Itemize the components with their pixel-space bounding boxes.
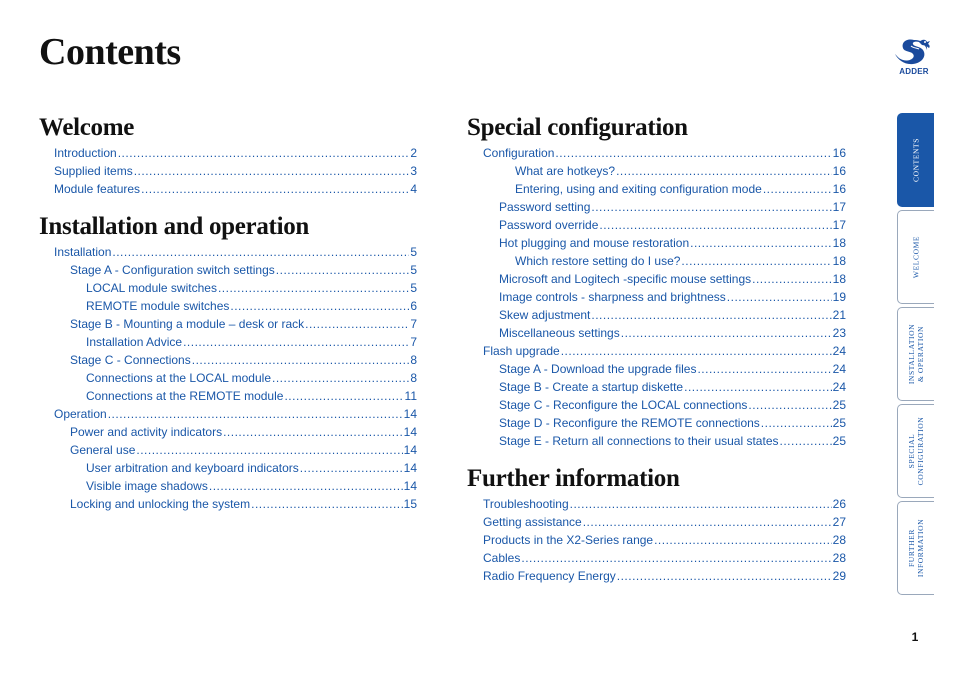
toc-entry[interactable] <box>39 162 417 180</box>
toc-leader-dots <box>230 297 409 315</box>
toc-entry-label: Connections at the LOCAL module <box>86 371 271 385</box>
toc-entry[interactable] <box>467 396 846 414</box>
toc-list-further-information <box>467 495 846 585</box>
toc-leader-dots <box>192 351 410 369</box>
toc-entry-label: Stage A - Download the upgrade files <box>499 362 697 376</box>
toc-entry-label: Stage B - Mounting a module – desk or rack <box>70 317 305 331</box>
toc-leader-dots <box>276 261 410 279</box>
toc-entry-page: 28 <box>832 533 846 547</box>
toc-entry-label: User arbitration and keyboard indicators <box>86 461 299 475</box>
toc-entry-page: 24 <box>832 380 846 394</box>
section-heading-installation-operation: Installation and operation <box>39 213 310 240</box>
toc-entry[interactable] <box>39 351 417 369</box>
toc-list-special-configuration <box>467 144 846 450</box>
adder-snake-icon <box>889 36 939 68</box>
section-heading-special-configuration: Special configuration <box>467 114 688 141</box>
toc-entry-page: 24 <box>832 344 846 358</box>
tab-label: CONTENTS <box>911 138 921 182</box>
toc-leader-dots <box>599 216 831 234</box>
toc-leader-dots <box>555 144 831 162</box>
toc-entry-page: 5 <box>410 245 417 259</box>
toc-entry[interactable] <box>467 549 846 567</box>
toc-entry[interactable] <box>467 513 846 531</box>
toc-entry-page: 28 <box>832 551 846 565</box>
toc-entry-label: Stage D - Reconfigure the REMOTE connections <box>499 416 760 430</box>
toc-leader-dots <box>141 180 409 198</box>
toc-entry[interactable] <box>467 378 846 396</box>
toc-entry[interactable] <box>467 162 846 180</box>
toc-entry-page: 14 <box>403 461 417 475</box>
toc-entry-page: 21 <box>832 308 846 322</box>
toc-entry-label: Configuration <box>483 146 555 160</box>
toc-entry-page: 18 <box>832 254 846 268</box>
toc-entry-page: 25 <box>832 434 846 448</box>
toc-entry-page: 19 <box>832 290 846 304</box>
toc-leader-dots <box>521 549 831 567</box>
toc-entry-page: 23 <box>832 326 846 340</box>
toc-entry[interactable] <box>467 360 846 378</box>
toc-right-column <box>467 111 846 597</box>
toc-entry-page: 4 <box>410 182 417 196</box>
adder-logo <box>889 36 939 80</box>
toc-leader-dots <box>763 180 832 198</box>
toc-entry[interactable] <box>39 315 417 333</box>
toc-entry[interactable] <box>39 441 417 459</box>
toc-entry[interactable] <box>467 531 846 549</box>
toc-entry-label: Flash upgrade <box>483 344 560 358</box>
toc-entry-label: Stage C - Connections <box>70 353 191 367</box>
toc-leader-dots <box>752 270 832 288</box>
toc-entry-label: Entering, using and exiting configuration mode <box>515 182 762 196</box>
toc-leader-dots <box>621 324 832 342</box>
toc-entry-label: Getting assistance <box>483 515 582 529</box>
toc-entry-page: 8 <box>410 353 417 367</box>
toc-entry-page: 6 <box>410 299 417 313</box>
toc-entry-page: 7 <box>410 335 417 349</box>
logo-text: ADDER <box>899 67 929 76</box>
toc-entry-label: Stage B - Create a startup diskette <box>499 380 684 394</box>
toc-entry[interactable] <box>39 180 417 198</box>
toc-entry[interactable] <box>39 495 417 513</box>
tab-label: FURTHER INFORMATION <box>907 518 925 578</box>
toc-entry[interactable] <box>39 297 417 315</box>
toc-entry[interactable] <box>39 477 417 495</box>
toc-entry-page: 18 <box>832 236 846 250</box>
toc-leader-dots <box>591 198 831 216</box>
toc-leader-dots <box>223 423 403 441</box>
toc-entry-page: 2 <box>410 146 417 160</box>
toc-leader-dots <box>209 477 403 495</box>
toc-leader-dots <box>617 567 832 585</box>
tab-further-information[interactable] <box>897 501 934 595</box>
toc-entry-page: 25 <box>832 398 846 412</box>
section-heading-further-information: Further information <box>467 465 680 492</box>
toc-entry-label: Password setting <box>499 200 591 214</box>
toc-entry-label: Stage E - Return all connections to their usual states <box>499 434 779 448</box>
toc-leader-dots <box>727 288 832 306</box>
toc-entry[interactable] <box>467 270 846 288</box>
toc-entry[interactable] <box>467 495 846 513</box>
toc-entry-page: 3 <box>410 164 417 178</box>
toc-entry[interactable] <box>39 459 417 477</box>
toc-entry[interactable] <box>467 432 846 450</box>
toc-entry[interactable] <box>39 261 417 279</box>
toc-entry[interactable] <box>467 342 846 360</box>
toc-entry-page: 16 <box>832 146 846 160</box>
toc-leader-dots <box>561 342 832 360</box>
toc-leader-dots <box>654 531 832 549</box>
toc-entry-label: Power and activity indicators <box>70 425 223 439</box>
toc-entry-label: Visible image shadows <box>86 479 208 493</box>
toc-entry-page: 25 <box>832 416 846 430</box>
toc-entry[interactable] <box>467 567 846 585</box>
toc-entry-label: Locking and unlocking the system <box>70 497 251 511</box>
tab-label: WELCOME <box>911 235 921 279</box>
toc-entry-label: REMOTE module switches <box>86 299 230 313</box>
toc-leader-dots <box>684 378 832 396</box>
toc-entry-page: 27 <box>832 515 846 529</box>
toc-leader-dots <box>780 432 832 450</box>
toc-leader-dots <box>616 162 832 180</box>
toc-entry-label: Introduction <box>54 146 117 160</box>
tab-contents[interactable] <box>897 113 934 207</box>
toc-entry-label: Connections at the REMOTE module <box>86 389 284 403</box>
toc-leader-dots <box>681 252 831 270</box>
toc-entry-label: General use <box>70 443 136 457</box>
toc-leader-dots <box>183 333 409 351</box>
toc-leader-dots <box>583 513 832 531</box>
toc-leader-dots <box>300 459 403 477</box>
toc-entry-page: 5 <box>410 281 417 295</box>
toc-entry-label: Troubleshooting <box>483 497 569 511</box>
toc-entry-page: 17 <box>832 200 846 214</box>
toc-leader-dots <box>284 387 403 405</box>
toc-entry-page: 5 <box>410 263 417 277</box>
toc-entry-page: 14 <box>403 407 417 421</box>
toc-entry-page: 11 <box>404 389 417 403</box>
toc-leader-dots <box>251 495 403 513</box>
tab-special-configuration[interactable] <box>897 404 934 498</box>
section-tabs <box>897 113 935 598</box>
toc-entry[interactable] <box>467 324 846 342</box>
toc-leader-dots <box>570 495 832 513</box>
toc-entry-page: 17 <box>832 218 846 232</box>
toc-entry[interactable] <box>39 369 417 387</box>
toc-entry[interactable] <box>39 144 417 162</box>
toc-entry-label: Cables <box>483 551 521 565</box>
toc-leader-dots <box>697 360 831 378</box>
toc-entry-label: Microsoft and Logitech -specific mouse settings <box>499 272 752 286</box>
toc-entry-page: 16 <box>832 164 846 178</box>
toc-entry[interactable] <box>467 144 846 162</box>
toc-entry[interactable] <box>467 216 846 234</box>
toc-entry-label: Installation Advice <box>86 335 183 349</box>
toc-leader-dots <box>748 396 831 414</box>
toc-entry-page: 14 <box>403 479 417 493</box>
toc-entry[interactable] <box>39 333 417 351</box>
page-title: Contents <box>39 31 181 73</box>
toc-entry-page: 14 <box>403 443 417 457</box>
toc-left-column <box>39 111 417 525</box>
toc-list-welcome <box>39 144 417 198</box>
toc-entry-label: Stage A - Configuration switch settings <box>70 263 275 277</box>
toc-entry-label: Radio Frequency Energy <box>483 569 616 583</box>
toc-entry[interactable] <box>467 288 846 306</box>
tab-welcome[interactable] <box>897 210 934 304</box>
tab-label: SPECIAL CONFIGURATION <box>907 416 925 486</box>
toc-entry[interactable] <box>39 243 417 261</box>
toc-entry-page: 14 <box>403 425 417 439</box>
toc-leader-dots <box>305 315 409 333</box>
toc-entry[interactable] <box>39 423 417 441</box>
toc-leader-dots <box>272 369 409 387</box>
toc-entry-page: 8 <box>410 371 417 385</box>
toc-leader-dots <box>118 144 410 162</box>
toc-entry-label: What are hotkeys? <box>515 164 616 178</box>
toc-entry[interactable] <box>39 279 417 297</box>
toc-entry[interactable] <box>39 387 417 405</box>
toc-leader-dots <box>218 279 409 297</box>
toc-entry-label: Password override <box>499 218 599 232</box>
toc-entry[interactable] <box>467 198 846 216</box>
toc-entry-page: 18 <box>832 272 846 286</box>
toc-entry[interactable] <box>467 180 846 198</box>
toc-leader-dots <box>761 414 832 432</box>
toc-entry[interactable] <box>467 414 846 432</box>
toc-entry-label: Supplied items <box>54 164 133 178</box>
toc-entry-page: 24 <box>832 362 846 376</box>
toc-leader-dots <box>108 405 403 423</box>
toc-entry[interactable] <box>467 252 846 270</box>
toc-entry-label: Which restore setting do I use? <box>515 254 681 268</box>
toc-entry[interactable] <box>467 234 846 252</box>
toc-entry-page: 29 <box>832 569 846 583</box>
toc-entry-label: LOCAL module switches <box>86 281 217 295</box>
toc-entry-label: Hot plugging and mouse restoration <box>499 236 690 250</box>
toc-entry-page: 7 <box>410 317 417 331</box>
toc-entry-page: 16 <box>832 182 846 196</box>
toc-entry-page: 15 <box>403 497 417 511</box>
toc-entry-label: Installation <box>54 245 112 259</box>
tab-label: INSTALLATION & OPERATION <box>907 323 925 385</box>
toc-entry-label: Module features <box>54 182 141 196</box>
toc-entry-label: Image controls - sharpness and brightness <box>499 290 726 304</box>
toc-entry[interactable] <box>39 405 417 423</box>
toc-list-installation-operation <box>39 243 417 513</box>
toc-leader-dots <box>136 441 402 459</box>
toc-leader-dots <box>591 306 831 324</box>
tab-installation-operation[interactable] <box>897 307 934 401</box>
page-number: 1 <box>911 630 919 644</box>
toc-entry-label: Skew adjustment <box>499 308 591 322</box>
toc-entry-label: Products in the X2-Series range <box>483 533 654 547</box>
section-heading-welcome: Welcome <box>39 114 135 141</box>
toc-entry-label: Miscellaneous settings <box>499 326 620 340</box>
toc-entry-label: Operation <box>54 407 107 421</box>
toc-leader-dots <box>134 162 410 180</box>
toc-leader-dots <box>112 243 409 261</box>
toc-leader-dots <box>690 234 832 252</box>
toc-entry-label: Stage C - Reconfigure the LOCAL connections <box>499 398 748 412</box>
toc-entry[interactable] <box>467 306 846 324</box>
toc-entry-page: 26 <box>832 497 846 511</box>
